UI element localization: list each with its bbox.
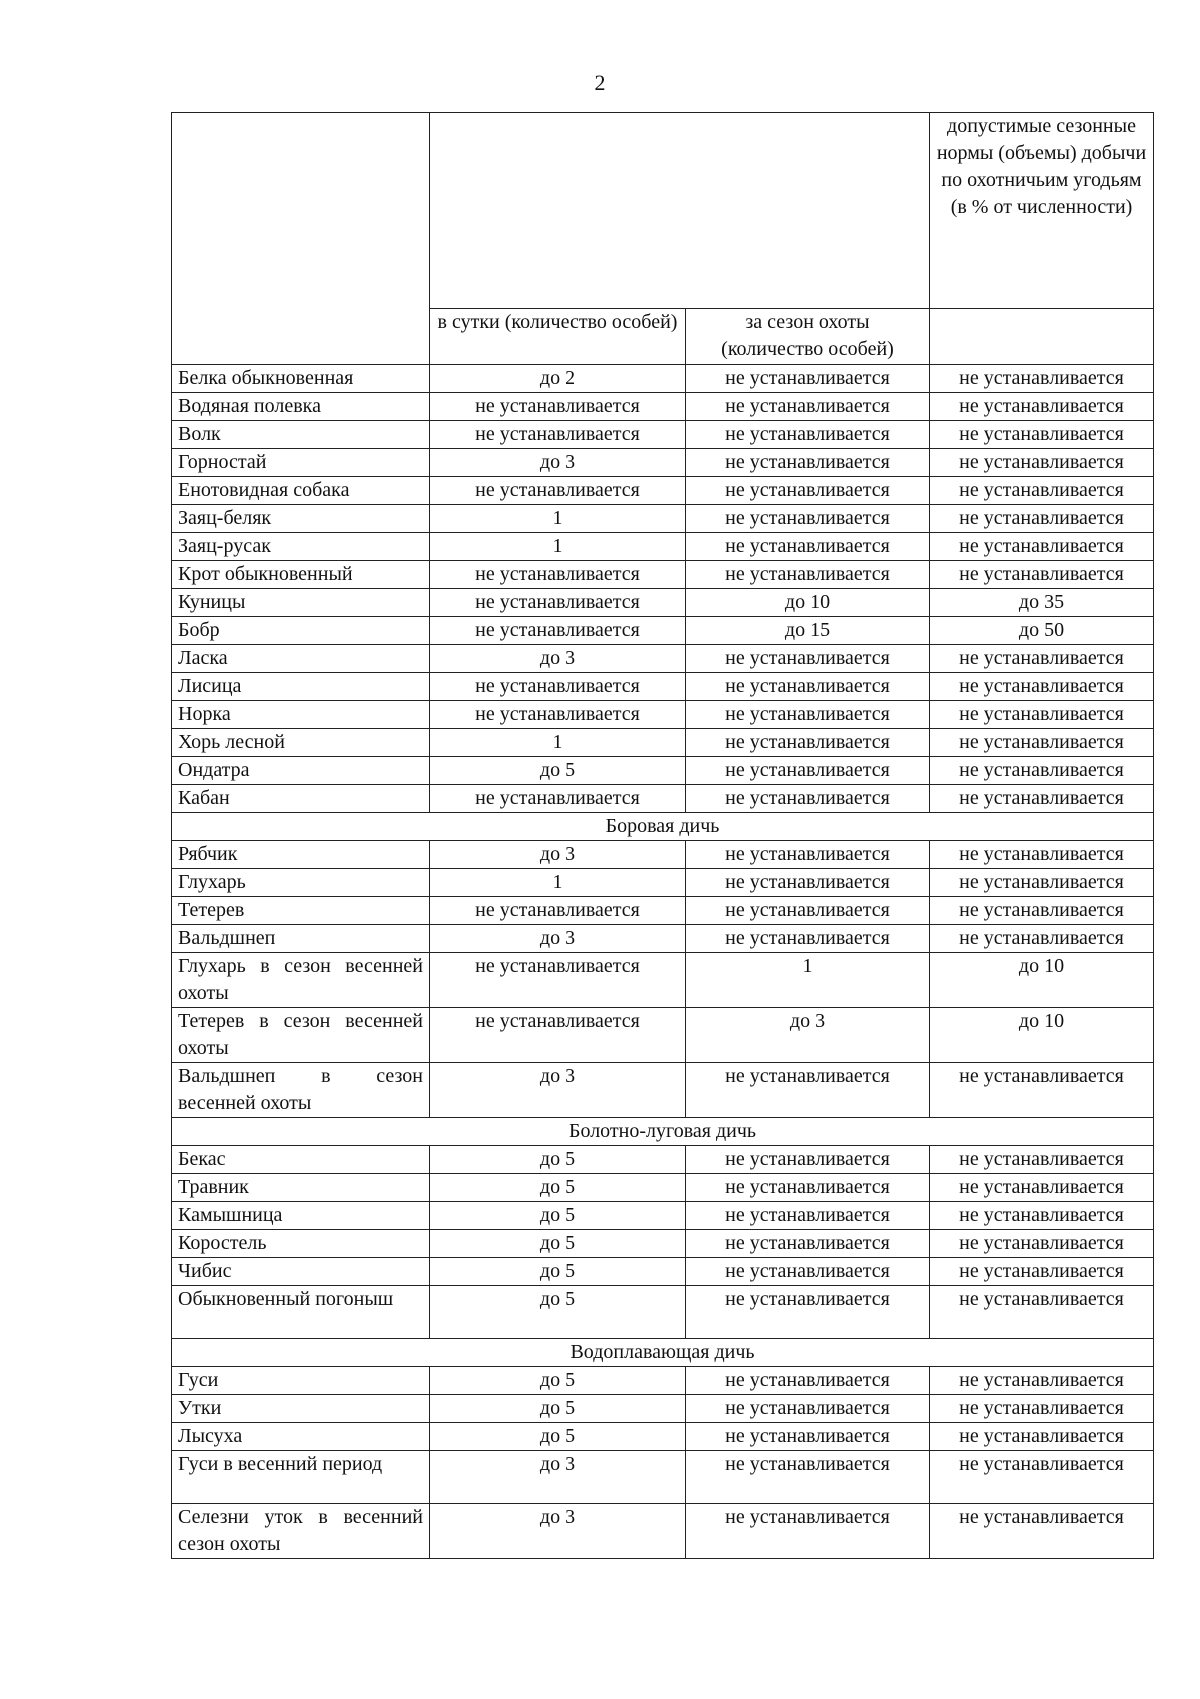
per-season-cell: не устанавливается (686, 449, 930, 477)
per-season-cell: не устанавливается (686, 729, 930, 757)
per-day-cell: до 5 (430, 1258, 686, 1286)
per-season-cell: не устанавливается (686, 421, 930, 449)
table-row (172, 1504, 1154, 1559)
per-season-cell: до 15 (686, 617, 930, 645)
table-row (172, 897, 1154, 925)
species-cell: Заяц-русак (172, 533, 430, 561)
header-cell-species (172, 113, 430, 365)
species-cell: Белка обыкновенная (172, 365, 430, 393)
table-row (172, 673, 1154, 701)
seasonal-norm-cell: не устанавливается (930, 673, 1154, 701)
header-seasonal-norms: допустимые сезонные нормы (объемы) добычи по охотничьим угодьям (в % от численности) (930, 113, 1154, 309)
per-season-cell: не устанавливается (686, 1230, 930, 1258)
species-cell: Кабан (172, 785, 430, 813)
species-cell: Енотовидная собака (172, 477, 430, 505)
species-cell: Тетерев (172, 897, 430, 925)
seasonal-norm-cell: не устанавливается (930, 477, 1154, 505)
per-season-cell: не устанавливается (686, 365, 930, 393)
table-row (172, 1367, 1154, 1395)
seasonal-norm-cell: не устанавливается (930, 869, 1154, 897)
species-cell: Глухарь (172, 869, 430, 897)
per-day-cell: не устанавливается (430, 617, 686, 645)
species-cell: Камышница (172, 1202, 430, 1230)
per-day-cell: не устанавливается (430, 897, 686, 925)
seasonal-norm-cell: до 35 (930, 589, 1154, 617)
species-cell: Лисица (172, 673, 430, 701)
species-cell: Вальдшнеп (172, 925, 430, 953)
seasonal-norm-cell: не устанавливается (930, 645, 1154, 673)
per-season-cell: не устанавливается (686, 897, 930, 925)
seasonal-norm-cell: не устанавливается (930, 1395, 1154, 1423)
seasonal-norm-cell: не устанавливается (930, 1451, 1154, 1504)
per-season-cell: не устанавливается (686, 1395, 930, 1423)
table-row (172, 533, 1154, 561)
header-cell-norms (430, 113, 930, 309)
per-day-cell: до 3 (430, 1063, 686, 1118)
section-row (172, 813, 1154, 841)
seasonal-norm-cell: не устанавливается (930, 1367, 1154, 1395)
per-day-cell: до 5 (430, 1286, 686, 1339)
table-row (172, 365, 1154, 393)
per-day-cell: 1 (430, 505, 686, 533)
per-day-cell: 1 (430, 729, 686, 757)
per-season-cell: не устанавливается (686, 1258, 930, 1286)
per-day-cell: до 5 (430, 1367, 686, 1395)
species-cell: Вальдшнеп в сезон весенней охоты (172, 1063, 430, 1118)
seasonal-norm-cell: не устанавливается (930, 897, 1154, 925)
seasonal-norm-cell: не устанавливается (930, 785, 1154, 813)
per-season-cell: до 3 (686, 1008, 930, 1063)
species-cell: Горностай (172, 449, 430, 477)
per-season-cell: не устанавливается (686, 1174, 930, 1202)
per-season-cell: не устанавливается (686, 1286, 930, 1339)
header-per-season: за сезон охоты (количество особей) (686, 309, 930, 365)
species-cell: Чибис (172, 1258, 430, 1286)
table-row (172, 1174, 1154, 1202)
per-season-cell: до 10 (686, 589, 930, 617)
species-cell: Гуси в весенний период (172, 1451, 430, 1504)
per-day-cell: не устанавливается (430, 1008, 686, 1063)
per-day-cell: 1 (430, 533, 686, 561)
per-season-cell: не устанавливается (686, 505, 930, 533)
table-row (172, 561, 1154, 589)
per-season-cell: не устанавливается (686, 1063, 930, 1118)
species-cell: Глухарь в сезон весенней охоты (172, 953, 430, 1008)
per-day-cell: не устанавливается (430, 953, 686, 1008)
seasonal-norm-cell: не устанавливается (930, 841, 1154, 869)
per-season-cell: не устанавливается (686, 1367, 930, 1395)
per-day-cell: не устанавливается (430, 421, 686, 449)
table-row (172, 1230, 1154, 1258)
table-row (172, 617, 1154, 645)
species-cell: Водяная полевка (172, 393, 430, 421)
species-cell: Волк (172, 421, 430, 449)
table-row (172, 1423, 1154, 1451)
per-season-cell: не устанавливается (686, 841, 930, 869)
per-season-cell: не устанавливается (686, 1423, 930, 1451)
per-day-cell: до 5 (430, 1146, 686, 1174)
species-cell: Тетерев в сезон весенней охоты (172, 1008, 430, 1063)
header-empty-cell (930, 309, 1154, 365)
table-row (172, 1286, 1154, 1339)
per-season-cell: не устанавливается (686, 1504, 930, 1559)
header-row-top (172, 113, 1154, 309)
per-day-cell: не устанавливается (430, 785, 686, 813)
per-day-cell: до 3 (430, 1504, 686, 1559)
per-season-cell: не устанавливается (686, 925, 930, 953)
per-season-cell: не устанавливается (686, 393, 930, 421)
per-season-cell: не устанавливается (686, 1146, 930, 1174)
per-day-cell: до 3 (430, 841, 686, 869)
per-day-cell: до 2 (430, 365, 686, 393)
page-number: 2 (594, 70, 606, 95)
table-row (172, 589, 1154, 617)
seasonal-norm-cell: не устанавливается (930, 449, 1154, 477)
per-season-cell: не устанавливается (686, 477, 930, 505)
table-row (172, 925, 1154, 953)
table-row (172, 729, 1154, 757)
table-row (172, 1146, 1154, 1174)
seasonal-norm-cell: не устанавливается (930, 1504, 1154, 1559)
table-row (172, 953, 1154, 1008)
seasonal-norm-cell: не устанавливается (930, 1174, 1154, 1202)
species-cell: Норка (172, 701, 430, 729)
seasonal-norm-cell: до 50 (930, 617, 1154, 645)
section-title: Болотно-луговая дичь (172, 1118, 1154, 1146)
per-day-cell: не устанавливается (430, 393, 686, 421)
per-season-cell: не устанавливается (686, 757, 930, 785)
seasonal-norm-cell: не устанавливается (930, 365, 1154, 393)
section-title: Боровая дичь (172, 813, 1154, 841)
table-row (172, 841, 1154, 869)
per-day-cell: не устанавливается (430, 701, 686, 729)
per-season-cell: не устанавливается (686, 673, 930, 701)
per-day-cell: 1 (430, 869, 686, 897)
per-day-cell: не устанавливается (430, 589, 686, 617)
seasonal-norm-cell: не устанавливается (930, 421, 1154, 449)
table-row (172, 1008, 1154, 1063)
table-row (172, 393, 1154, 421)
species-cell: Утки (172, 1395, 430, 1423)
species-cell: Коростель (172, 1230, 430, 1258)
table-row (172, 757, 1154, 785)
table-row (172, 701, 1154, 729)
seasonal-norm-cell: не устанавливается (930, 1423, 1154, 1451)
per-day-cell: до 5 (430, 1202, 686, 1230)
per-season-cell: не устанавливается (686, 1451, 930, 1504)
species-cell: Куницы (172, 589, 430, 617)
per-day-cell: не устанавливается (430, 673, 686, 701)
section-row (172, 1339, 1154, 1367)
species-cell: Гуси (172, 1367, 430, 1395)
table-row (172, 1063, 1154, 1118)
per-season-cell: не устанавливается (686, 533, 930, 561)
species-cell: Ласка (172, 645, 430, 673)
table-row (172, 869, 1154, 897)
table-row (172, 505, 1154, 533)
seasonal-norm-cell: не устанавливается (930, 1286, 1154, 1339)
seasonal-norm-cell: до 10 (930, 1008, 1154, 1063)
species-cell: Бекас (172, 1146, 430, 1174)
table-row (172, 1451, 1154, 1504)
seasonal-norm-cell: не устанавливается (930, 1063, 1154, 1118)
species-cell: Обыкновенный погоныш (172, 1286, 430, 1339)
per-day-cell: до 5 (430, 757, 686, 785)
table-row (172, 449, 1154, 477)
seasonal-norm-cell: не устанавливается (930, 925, 1154, 953)
per-day-cell: до 3 (430, 645, 686, 673)
seasonal-norm-cell: не устанавливается (930, 561, 1154, 589)
table-row (172, 1395, 1154, 1423)
per-day-cell: до 3 (430, 1451, 686, 1504)
species-cell: Рябчик (172, 841, 430, 869)
hunting-norms-table (171, 112, 1154, 1559)
seasonal-norm-cell: не устанавливается (930, 393, 1154, 421)
species-cell: Заяц-беляк (172, 505, 430, 533)
species-cell: Лысуха (172, 1423, 430, 1451)
species-cell: Крот обыкновенный (172, 561, 430, 589)
header-per-day: в сутки (количество особей) (430, 309, 686, 365)
table-row (172, 645, 1154, 673)
per-day-cell: не устанавливается (430, 477, 686, 505)
per-season-cell: не устанавливается (686, 1202, 930, 1230)
per-day-cell: до 5 (430, 1230, 686, 1258)
per-day-cell: до 3 (430, 449, 686, 477)
species-cell: Бобр (172, 617, 430, 645)
seasonal-norm-cell: не устанавливается (930, 701, 1154, 729)
section-title: Водоплавающая дичь (172, 1339, 1154, 1367)
species-cell: Травник (172, 1174, 430, 1202)
table-row (172, 1202, 1154, 1230)
per-season-cell: не устанавливается (686, 561, 930, 589)
per-season-cell: не устанавливается (686, 869, 930, 897)
per-day-cell: до 5 (430, 1174, 686, 1202)
per-day-cell: до 5 (430, 1395, 686, 1423)
table-row (172, 785, 1154, 813)
table-row (172, 421, 1154, 449)
table-row (172, 1258, 1154, 1286)
per-season-cell: не устанавливается (686, 645, 930, 673)
species-cell: Селезни уток в весенний сезон охоты (172, 1504, 430, 1559)
section-row (172, 1118, 1154, 1146)
species-cell: Хорь лесной (172, 729, 430, 757)
per-day-cell: не устанавливается (430, 561, 686, 589)
seasonal-norm-cell: не устанавливается (930, 1230, 1154, 1258)
seasonal-norm-cell: до 10 (930, 953, 1154, 1008)
per-season-cell: не устанавливается (686, 785, 930, 813)
per-season-cell: не устанавливается (686, 701, 930, 729)
per-day-cell: до 3 (430, 925, 686, 953)
per-day-cell: до 5 (430, 1423, 686, 1451)
per-season-cell: 1 (686, 953, 930, 1008)
seasonal-norm-cell: не устанавливается (930, 533, 1154, 561)
seasonal-norm-cell: не устанавливается (930, 1258, 1154, 1286)
seasonal-norm-cell: не устанавливается (930, 1202, 1154, 1230)
species-cell: Ондатра (172, 757, 430, 785)
table-row (172, 477, 1154, 505)
seasonal-norm-cell: не устанавливается (930, 505, 1154, 533)
seasonal-norm-cell: не устанавливается (930, 1146, 1154, 1174)
seasonal-norm-cell: не устанавливается (930, 729, 1154, 757)
seasonal-norm-cell: не устанавливается (930, 757, 1154, 785)
